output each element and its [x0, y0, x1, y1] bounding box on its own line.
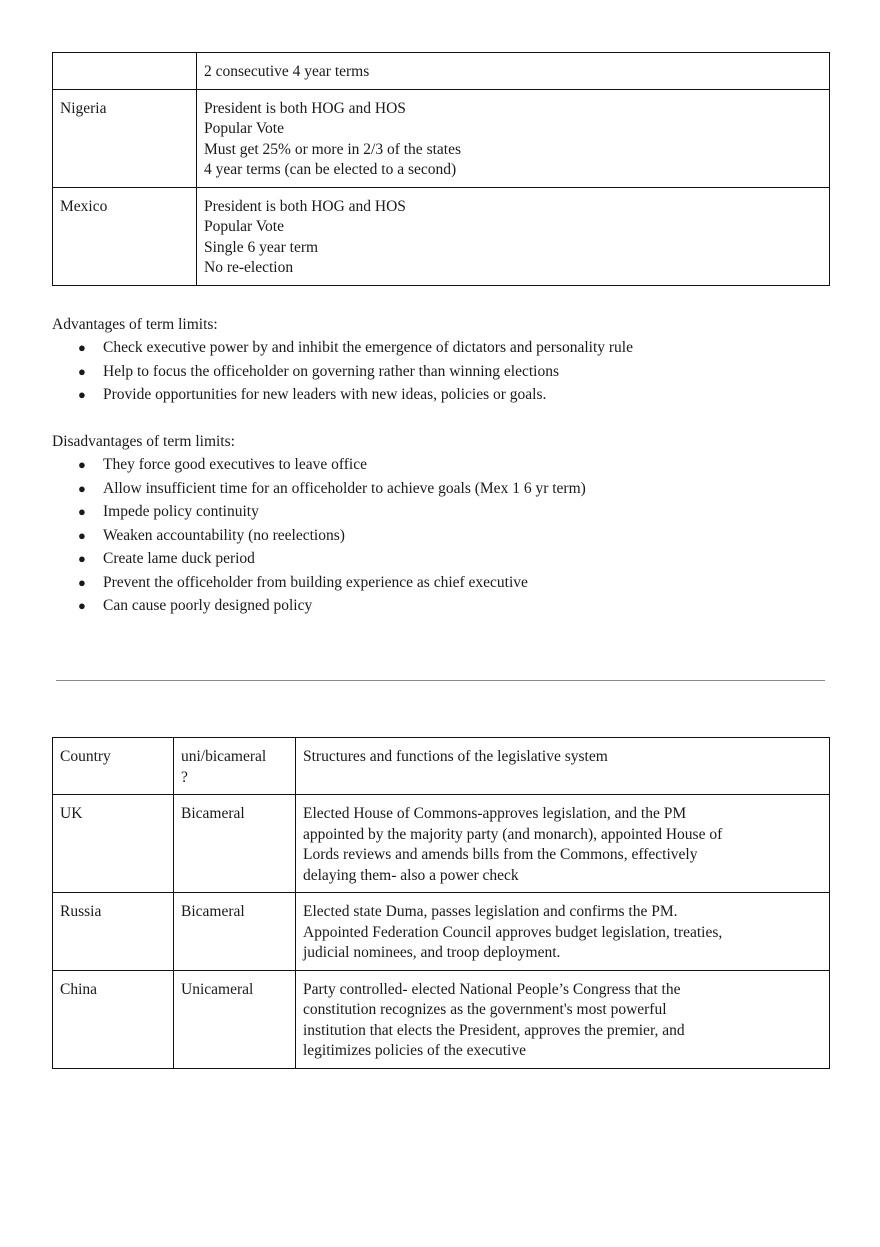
table-row — [53, 893, 830, 971]
detail-line: Single 6 year term — [204, 238, 319, 256]
bullet-icon: ● — [78, 504, 86, 519]
country-cell: UK — [53, 795, 174, 893]
cameral-cell: Bicameral — [174, 795, 296, 893]
table-row — [53, 970, 830, 1068]
list-item: ● Allow insufficient time for an officeholder to achieve goals (Mex 1 6 yr term) — [52, 477, 832, 501]
detail-line: Popular Vote — [204, 218, 284, 235]
bullet-icon: ● — [78, 387, 86, 402]
cameral-cell: Bicameral — [174, 893, 296, 971]
table-row — [53, 89, 830, 187]
list-item: ● They force good executives to leave office — [52, 453, 832, 477]
structures-cell: Elected state Duma, passes legislation and confirms the PM. Appointed Federation Council approves budget legislation, treaties, judicial nominees, and troop deployment. — [296, 893, 830, 971]
bullet-icon: ● — [78, 340, 86, 355]
advantages-list — [52, 336, 832, 407]
country-cell: Mexico — [53, 187, 197, 285]
list-item: ● Impede policy continuity — [52, 500, 832, 524]
country-cell — [53, 53, 197, 90]
disadvantages-heading: Disadvantages of term limits: — [52, 433, 235, 450]
bullet-icon: ● — [78, 527, 86, 543]
list-item: ● Check executive power by and inhibit the emergence of dictators and personality rule — [52, 336, 832, 360]
details-cell — [197, 53, 830, 90]
advantages-heading: Advantages of term limits: — [52, 316, 218, 333]
table-row — [53, 53, 830, 90]
executive-table — [52, 52, 830, 286]
detail-line: President is both HOG and HOS — [204, 197, 406, 215]
disadvantages-section — [52, 430, 832, 618]
section-divider — [56, 680, 825, 681]
details-cell — [197, 187, 830, 285]
list-item: ● Prevent the officeholder from building experience as chief executive — [52, 571, 832, 595]
bullet-icon: ● — [78, 551, 86, 566]
bullet-icon: ● — [78, 480, 86, 496]
country-cell: Russia — [53, 893, 174, 971]
header-structures: Structures and functions of the legislative system — [296, 738, 830, 795]
detail-line: 2 consecutive 4 year terms — [204, 63, 370, 80]
detail-line: 4 year terms (can be elected to a second) — [204, 161, 457, 178]
bullet-icon: ● — [78, 457, 86, 472]
detail-line: President is both HOG and HOS — [204, 99, 406, 117]
bullet-icon: ● — [78, 574, 86, 590]
list-item: ● Weaken accountability (no reelections) — [52, 524, 832, 548]
cameral-cell: Unicameral — [174, 970, 296, 1068]
detail-line: Popular Vote — [204, 120, 284, 137]
legislative-table — [52, 737, 830, 1069]
detail-line: No re-election — [204, 259, 294, 276]
country-cell: Nigeria — [53, 89, 197, 187]
table-row — [53, 187, 830, 285]
details-cell — [197, 89, 830, 187]
advantages-section — [52, 313, 832, 407]
list-item: ● Provide opportunities for new leaders with new ideas, policies or goals. — [52, 383, 832, 407]
bullet-icon: ● — [78, 598, 86, 613]
country-cell: China — [53, 970, 174, 1068]
table-row — [53, 795, 830, 893]
table-header-row — [53, 738, 830, 795]
list-item: ● Can cause poorly designed policy — [52, 594, 832, 618]
disadvantages-list — [52, 453, 832, 618]
structures-cell: Elected House of Commons-approves legislation, and the PM appointed by the majority party (and monarch), appointed House of Lords reviews and amends bills from the Commons, effectively delaying them- also a power check — [296, 795, 830, 893]
header-country: Country — [53, 738, 174, 795]
detail-line: Must get 25% or more in 2/3 of the states — [204, 140, 461, 158]
header-cameral: uni/bicameral ? — [174, 738, 296, 795]
bullet-icon: ● — [78, 363, 86, 379]
list-item: ● Help to focus the officeholder on governing rather than winning elections — [52, 360, 832, 384]
structures-cell: Party controlled- elected National People’s Congress that the constitution recognizes as the government's most powerful institution that elects the President, approves the premier, and legitimizes policies of the executive — [296, 970, 830, 1068]
list-item: ● Create lame duck period — [52, 547, 832, 571]
